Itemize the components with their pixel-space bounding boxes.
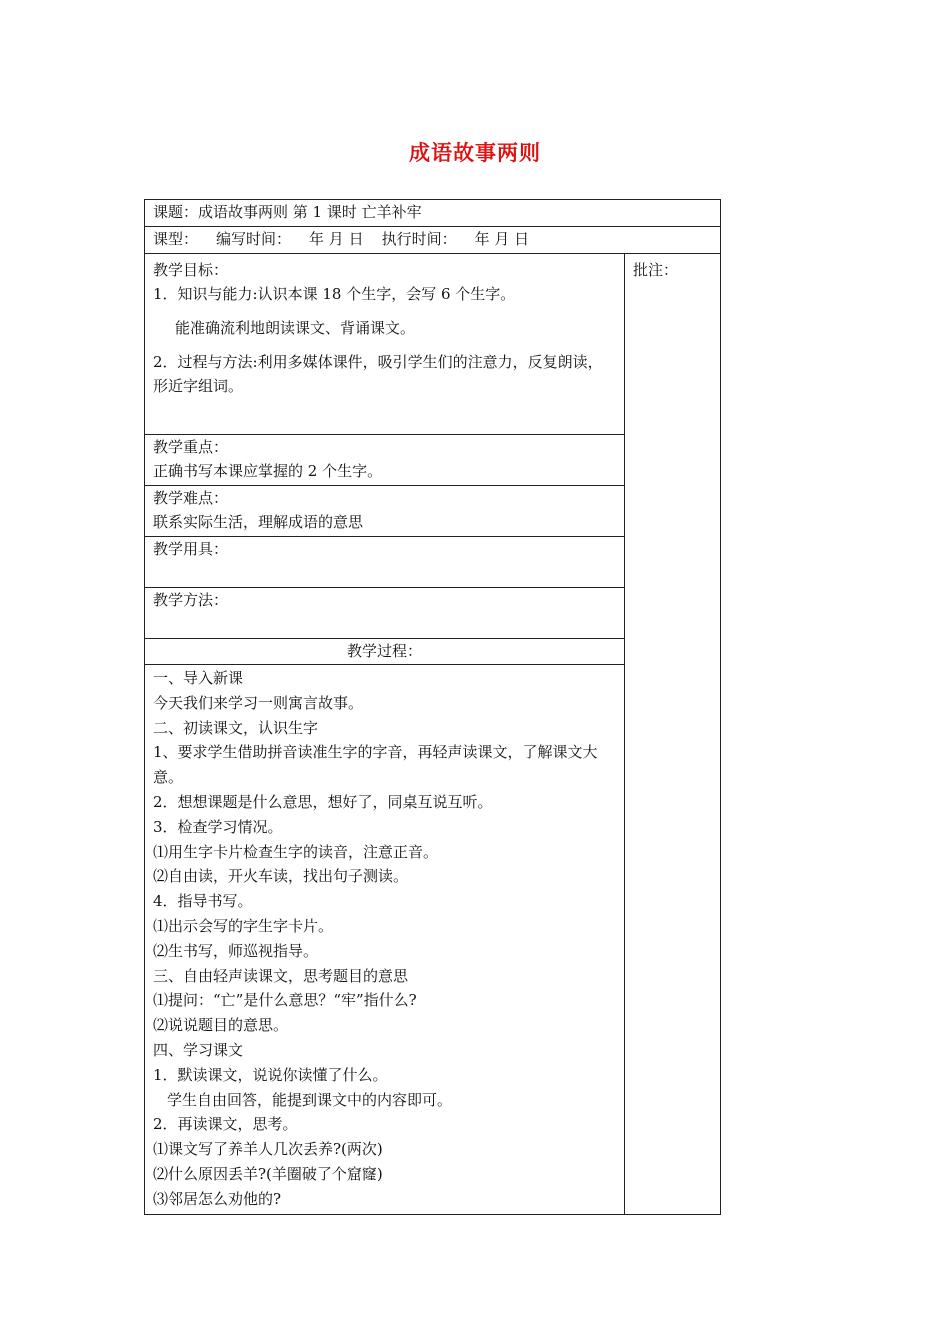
tools-label: 教学用具：: [153, 540, 229, 558]
process-line: 三、自由轻声读课文，思考题目的意思: [153, 966, 409, 985]
annotation-label: 批注：: [633, 261, 679, 279]
process-line: 学生自由回答，能提到课文中的内容即可。: [167, 1090, 453, 1109]
process-line: 今天我们来学习一则寓言故事。: [153, 693, 364, 712]
process-line: ⑴提问：“亡”是什么意思？“牢”指什么?: [153, 991, 417, 1010]
topic-value: 成语故事两则 第 1 课时 亡羊补牢: [198, 203, 422, 221]
process-line: 2．想想课题是什么意思，想好了，同桌互说互听。: [153, 792, 493, 811]
process-line: 1．默读课文，说说你读懂了什么。: [153, 1065, 388, 1084]
objective-2: 2．过程与方法:利用多媒体课件，吸引学生们的注意力，反复朗读，形近字组词。: [153, 353, 603, 395]
write-time-value: 年 月 日: [309, 230, 364, 248]
exec-time-value: 年 月 日: [474, 230, 530, 248]
process-line: ⑵自由读，开火车读，找出句子测读。: [153, 867, 409, 886]
process-label: 教学过程：: [346, 642, 422, 660]
process-line: 1、要求学生借助拼音读准生字的字音，再轻声读课文，了解课文大意。: [153, 743, 598, 787]
topic-row: [145, 200, 721, 227]
process-line: ⑴课文写了养羊人几次丢养?(两次): [153, 1140, 383, 1159]
methods-label: 教学方法：: [153, 591, 229, 609]
objective-1: 1．知识与能力:认识本课 18 个生字，会写 6 个生字。: [153, 285, 516, 303]
process-line: 2．再读课文，思考。: [153, 1115, 298, 1134]
difficulties-text: 联系实际生活，理解成语的意思: [153, 513, 364, 531]
process-line: ⑶邻居怎么劝他的?: [153, 1189, 282, 1208]
objectives-label: 教学目标：: [153, 261, 229, 279]
objective-1b: 能准确流利地朗读课文、背诵课文。: [175, 319, 416, 337]
type-label: 课型：: [153, 230, 199, 248]
document-title: 成语故事两则: [409, 141, 541, 165]
objectives-row: [145, 254, 721, 435]
process-line: 一、导入新课: [153, 669, 244, 687]
key-points-label: 教学重点：: [153, 438, 229, 456]
process-line: ⑵什么原因丢羊?(羊圈破了个窟窿): [153, 1164, 383, 1183]
process-line: ⑴出示会写的字生字卡片。: [153, 916, 334, 935]
process-line: 3．检查学习情况。: [153, 817, 283, 836]
topic-label: 课题：: [153, 203, 199, 221]
process-line: 四、学习课文: [153, 1040, 244, 1059]
process-line: ⑴用生字卡片检查生字的读音，注意正音。: [153, 842, 439, 861]
process-line: 二、初读课文，认识生字: [153, 718, 319, 737]
difficulties-label: 教学难点：: [153, 489, 229, 507]
lesson-plan-table: [144, 199, 721, 1215]
write-time-label: 编写时间：: [216, 230, 292, 248]
exec-time-label: 执行时间：: [381, 230, 457, 248]
key-points-text: 正确书写本课应掌握的 2 个生字。: [153, 462, 383, 480]
type-row: [145, 227, 721, 254]
process-line: ⑵生书写，师巡视指导。: [153, 941, 319, 960]
process-line: ⑵说说题目的意思。: [153, 1016, 289, 1035]
process-line: 4．指导书写。: [153, 892, 253, 911]
